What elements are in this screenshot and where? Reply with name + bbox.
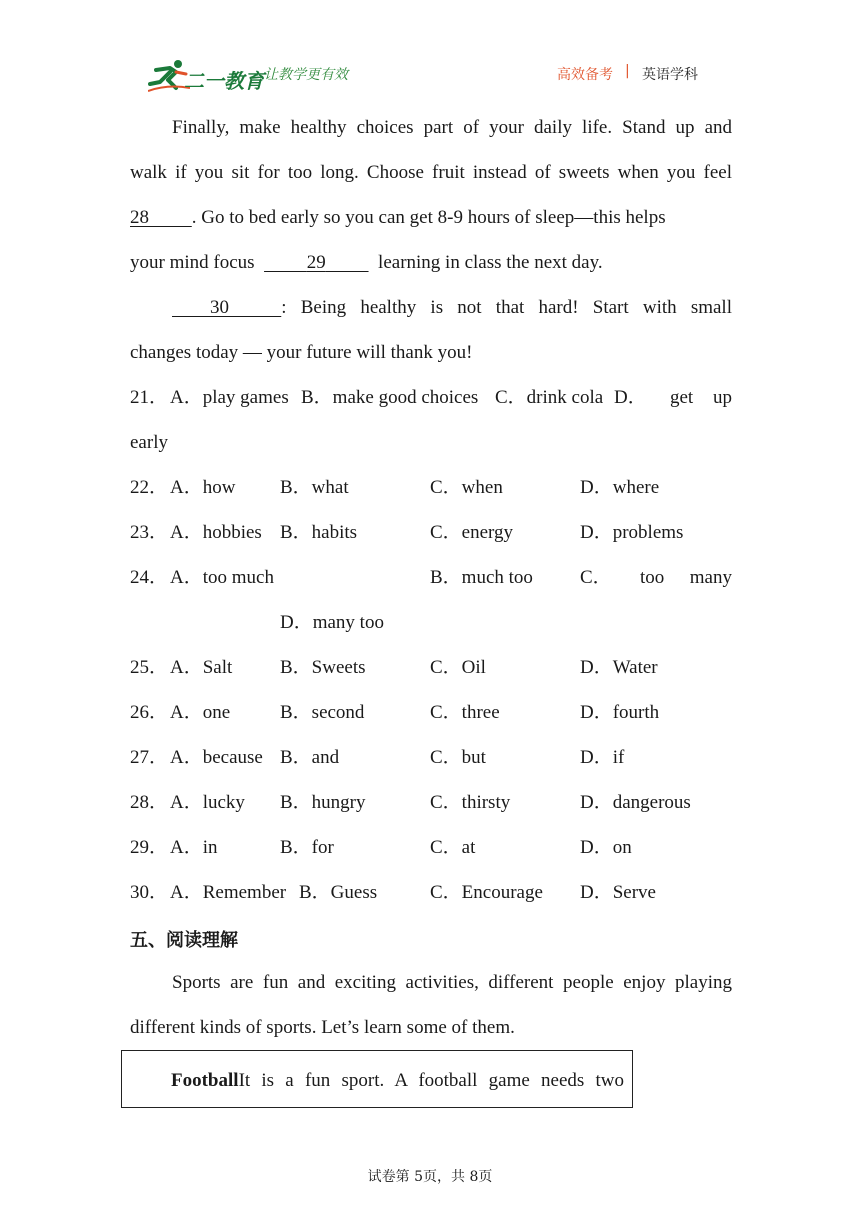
header-separator: | <box>625 63 630 79</box>
reading-text-box <box>121 1050 633 1108</box>
option-c: C．energy <box>430 522 514 543</box>
question-number: 23． <box>130 522 169 543</box>
question-number: 30． <box>130 882 169 903</box>
option-a: A．hobbies <box>170 522 262 543</box>
option-b: B．Guess <box>299 882 378 903</box>
option-c: too many <box>640 567 732 588</box>
option-d: D．on <box>580 837 632 858</box>
header-tag-exam: 高效备考 <box>557 67 613 83</box>
option-d-label: D． <box>614 387 647 408</box>
box-heading: Football <box>171 1070 239 1091</box>
passage-line: your mind focus 29 learning in class the next day. <box>130 252 603 273</box>
question-number: 24． <box>130 567 169 588</box>
passage-line: 28 . Go to bed early so you can get 8-9 hours of sleep—this helps <box>130 207 666 228</box>
passage-line: walk if you sit for too long. Choose fruit instead of sweets when you feel <box>130 162 732 183</box>
option-d: D．fourth <box>580 702 660 723</box>
question-number: 28． <box>130 792 169 813</box>
reading-line: Sports are fun and exciting activities, different people enjoy playing <box>172 972 732 993</box>
option-c: C．three <box>430 702 500 723</box>
question-number: 27． <box>130 747 169 768</box>
option-a: A．Remember <box>170 882 287 903</box>
option-d: D．if <box>580 747 625 768</box>
question-number: 29． <box>130 837 169 858</box>
slogan: 让教学更有效 <box>264 67 348 83</box>
option-d-continued: early <box>130 432 168 453</box>
option-b: B．second <box>280 702 365 723</box>
page-footer: 试卷第 5页，共 8页 <box>367 1169 493 1185</box>
passage-line: Finally, make healthy choices part of your daily life. Stand up and <box>172 117 732 138</box>
logo-text: 二一教育 <box>184 69 264 93</box>
option-b: B．Sweets <box>280 657 366 678</box>
option-d: D．where <box>580 477 660 498</box>
option-c: C．but <box>430 747 486 768</box>
option-c: C．at <box>430 837 476 858</box>
passage-line: 30 : Being healthy is not that hard! Start with small <box>172 296 732 320</box>
section-title: 五、阅读理解 <box>130 930 238 951</box>
passage-line: changes today — your future will thank you! <box>130 342 473 363</box>
option-d: D．Water <box>580 657 658 678</box>
option-b: B．much too <box>430 567 533 588</box>
option-d: get up <box>670 387 732 408</box>
reading-line: different kinds of sports. Let’s learn some of them. <box>130 1017 515 1038</box>
option-b: B．for <box>280 837 334 858</box>
option-a: A．one <box>170 702 231 723</box>
option-a: A．Salt <box>170 657 233 678</box>
option-d: D．many too <box>280 612 384 633</box>
option-b: B．and <box>280 747 340 768</box>
question-number: 22． <box>130 477 169 498</box>
option-a: A．too much <box>170 567 274 588</box>
option-a: A．how <box>170 477 236 498</box>
blank-30: 30 <box>210 297 229 318</box>
option-c: C．when <box>430 477 503 498</box>
option-d: D．problems <box>580 522 684 543</box>
question-number: 25． <box>130 657 169 678</box>
option-c: C．Encourage <box>430 882 543 903</box>
option-b: B．habits <box>280 522 358 543</box>
blank-28: 28 <box>130 207 149 228</box>
option-b: B．make good choices <box>301 387 479 408</box>
option-d: D．dangerous <box>580 792 691 813</box>
option-a: A．lucky <box>170 792 245 813</box>
option-c: C．drink cola <box>495 387 604 408</box>
option-c: C．thirsty <box>430 792 511 813</box>
option-a: A．play games <box>170 387 289 408</box>
option-c: C．Oil <box>430 657 486 678</box>
blank-29: 29 <box>306 252 326 273</box>
question-number: 21． <box>130 387 169 408</box>
option-c-label: C． <box>580 567 612 588</box>
option-b: B．what <box>280 477 349 498</box>
option-a: A．because <box>170 747 263 768</box>
option-a: A．in <box>170 837 218 858</box>
header-tag-subject: 英语学科 <box>642 67 698 83</box>
question-number: 26． <box>130 702 169 723</box>
box-line: FootballIt is a fun sport. A football game needs two <box>171 1070 624 1091</box>
option-d: D．Serve <box>580 882 656 903</box>
option-b: B．hungry <box>280 792 366 813</box>
